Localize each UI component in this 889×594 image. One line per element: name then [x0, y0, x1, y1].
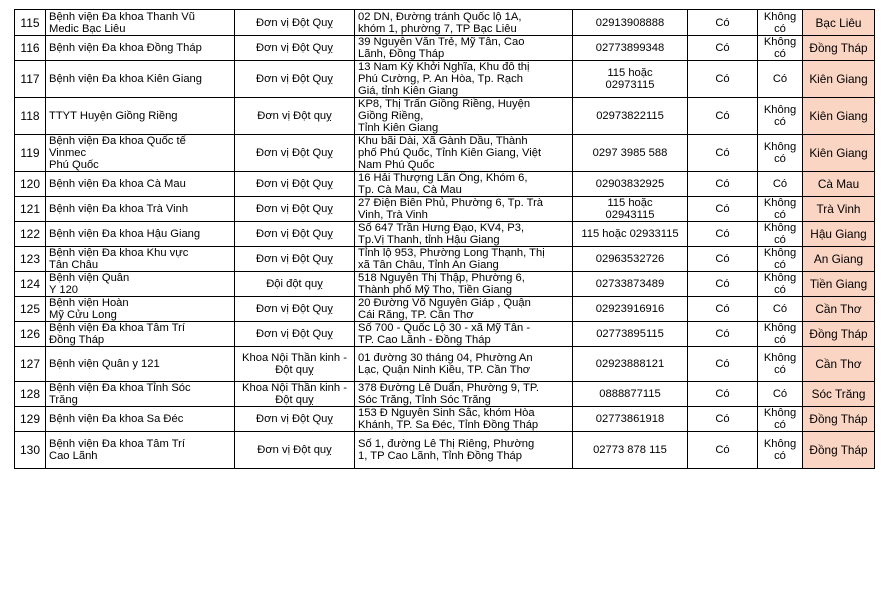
- table-row: [15, 297, 875, 322]
- table-row: [15, 61, 875, 98]
- hospital-address-cell: 518 Nguyễn Thị Thập, Phường 6, Thành phố Mỹ Tho, Tiền Giang: [355, 272, 573, 297]
- province-cell: Đồng Tháp: [803, 432, 875, 469]
- hospital-name-cell: Bệnh viện Đa khoa Tâm Trí Đồng Tháp: [46, 322, 235, 347]
- hospital-name-cell: Bệnh viện Đa khoa Hậu Giang: [46, 222, 235, 247]
- status-col-1-cell: Có: [688, 382, 758, 407]
- province-cell: Cà Mau: [803, 172, 875, 197]
- hotline-cell: 02913908888: [573, 10, 688, 36]
- status-col-1-cell: Có: [688, 222, 758, 247]
- status-col-1-cell: Có: [688, 322, 758, 347]
- hotline-cell: 02773 878 115: [573, 432, 688, 469]
- row-number-cell: 119: [15, 135, 46, 172]
- hotline-cell: 02903832925: [573, 172, 688, 197]
- status-col-2-cell: Có: [758, 382, 803, 407]
- hospital-address-cell: Số 1, đường Lê Thị Riêng, Phường 1, TP Cao Lãnh, Tỉnh Đồng Tháp: [355, 432, 573, 469]
- stroke-unit-cell: Đơn vị Đột Quỵ: [235, 297, 355, 322]
- province-cell: Đồng Tháp: [803, 322, 875, 347]
- status-col-1-cell: Có: [688, 407, 758, 432]
- hotline-cell: 115 hoặc 02973115: [573, 61, 688, 98]
- status-col-1-cell: Có: [688, 98, 758, 135]
- hospital-name-cell: Bệnh viện Đa khoa Sa Đéc: [46, 407, 235, 432]
- hotline-cell: 02923916916: [573, 297, 688, 322]
- hospital-address-cell: 16 Hải Thượng Lãn Ông, Khóm 6, Tp. Cà Mau, Cà Mau: [355, 172, 573, 197]
- stroke-unit-cell: Khoa Nội Thần kinh - Đột quỵ: [235, 382, 355, 407]
- hospital-name-cell: Bệnh viện Đa khoa Thanh Vũ Medic Bạc Liêu: [46, 10, 235, 36]
- stroke-unit-cell: Đơn vị Đột Quỵ: [235, 407, 355, 432]
- row-number-cell: 115: [15, 10, 46, 36]
- stroke-unit-cell: Đơn vị Đột Quỵ: [235, 322, 355, 347]
- row-number-cell: 120: [15, 172, 46, 197]
- hotline-cell: 0888877115: [573, 382, 688, 407]
- status-col-1-cell: Có: [688, 247, 758, 272]
- hospital-name-cell: Bệnh viện Đa khoa Đồng Tháp: [46, 36, 235, 61]
- row-number-cell: 125: [15, 297, 46, 322]
- row-number-cell: 130: [15, 432, 46, 469]
- hotline-cell: 02973822115: [573, 98, 688, 135]
- hospital-address-cell: KP8, Thị Trấn Giồng Riềng, Huyện Giồng Riềng, Tỉnh Kiên Giang: [355, 98, 573, 135]
- hotline-cell: 02773861918: [573, 407, 688, 432]
- hospital-name-cell: Bệnh viện Đa khoa Khu vực Tân Châu: [46, 247, 235, 272]
- province-cell: Sóc Trăng: [803, 382, 875, 407]
- table-row: [15, 135, 875, 172]
- row-number-cell: 121: [15, 197, 46, 222]
- stroke-unit-cell: Đơn vị Đột Quỵ: [235, 222, 355, 247]
- table-row: [15, 347, 875, 382]
- hospital-name-cell: Bệnh viện Đa khoa Quốc tế Vinmec Phú Quốc: [46, 135, 235, 172]
- hospital-address-cell: 02 DN, Đường tránh Quốc lộ 1A, khóm 1, phường 7, TP Bạc Liêu: [355, 10, 573, 36]
- hospital-address-cell: 153 Đ Nguyễn Sinh Sắc, khóm Hòa Khánh, TP. Sa Đéc, Tỉnh Đồng Tháp: [355, 407, 573, 432]
- hospital-address-cell: 39 Nguyễn Văn Trẻ, Mỹ Tân, Cao Lãnh, Đồng Tháp: [355, 36, 573, 61]
- status-col-2-cell: Không có: [758, 98, 803, 135]
- table-row: [15, 407, 875, 432]
- hospital-address-cell: 20 Đường Võ Nguyên Giáp , Quận Cái Răng, TP. Cần Thơ: [355, 297, 573, 322]
- status-col-2-cell: Không có: [758, 407, 803, 432]
- status-col-2-cell: Không có: [758, 347, 803, 382]
- row-number-cell: 129: [15, 407, 46, 432]
- stroke-unit-cell: Đơn vị Đột Quỵ: [235, 197, 355, 222]
- province-cell: Cần Thơ: [803, 297, 875, 322]
- province-cell: Bạc Liêu: [803, 10, 875, 36]
- hospital-table: [14, 9, 875, 469]
- stroke-unit-cell: Đơn vị Đột quỵ: [235, 98, 355, 135]
- status-col-1-cell: Có: [688, 347, 758, 382]
- status-col-2-cell: Không có: [758, 36, 803, 61]
- row-number-cell: 128: [15, 382, 46, 407]
- stroke-unit-cell: Đơn vị Đột Quỵ: [235, 36, 355, 61]
- province-cell: Đồng Tháp: [803, 36, 875, 61]
- row-number-cell: 117: [15, 61, 46, 98]
- row-number-cell: 127: [15, 347, 46, 382]
- status-col-1-cell: Có: [688, 10, 758, 36]
- status-col-1-cell: Có: [688, 135, 758, 172]
- status-col-1-cell: Có: [688, 172, 758, 197]
- province-cell: Trà Vinh: [803, 197, 875, 222]
- status-col-1-cell: Có: [688, 432, 758, 469]
- hospital-address-cell: Khu bãi Dài, Xã Gành Dầu, Thành phố Phú Quốc, Tỉnh Kiên Giang, Việt Nam Phú Quốc: [355, 135, 573, 172]
- table-row: [15, 222, 875, 247]
- hotline-cell: 02773899348: [573, 36, 688, 61]
- row-number-cell: 122: [15, 222, 46, 247]
- status-col-2-cell: Không có: [758, 432, 803, 469]
- hospital-name-cell: TTYT Huyện Giồng Riềng: [46, 98, 235, 135]
- stroke-unit-cell: Đơn vị Đột Quỵ: [235, 172, 355, 197]
- hotline-cell: 115 hoặc 02943115: [573, 197, 688, 222]
- table-row: [15, 272, 875, 297]
- status-col-1-cell: Có: [688, 297, 758, 322]
- table-row: [15, 432, 875, 469]
- table-row: [15, 322, 875, 347]
- stroke-unit-cell: Khoa Nội Thần kinh - Đột quỵ: [235, 347, 355, 382]
- hospital-address-cell: 378 Đường Lê Duẩn, Phường 9, TP. Sóc Trăng, Tỉnh Sóc Trăng: [355, 382, 573, 407]
- hotline-cell: 115 hoặc 02933115: [573, 222, 688, 247]
- stroke-unit-cell: Đơn vị Đột quỵ: [235, 432, 355, 469]
- status-col-2-cell: Có: [758, 61, 803, 98]
- hospital-address-cell: 01 đường 30 tháng 04, Phường An Lạc, Quận Ninh Kiều, TP. Cần Thơ: [355, 347, 573, 382]
- status-col-1-cell: Có: [688, 272, 758, 297]
- hospital-address-cell: Số 647 Trần Hưng Đạo, KV4, P3, Tp.Vị Thanh, tỉnh Hậu Giang: [355, 222, 573, 247]
- row-number-cell: 124: [15, 272, 46, 297]
- hospital-name-cell: Bệnh viện Đa khoa Tâm Trí Cao Lãnh: [46, 432, 235, 469]
- stroke-unit-cell: Đơn vị Đột Quỵ: [235, 135, 355, 172]
- status-col-1-cell: Có: [688, 36, 758, 61]
- status-col-2-cell: Không có: [758, 197, 803, 222]
- status-col-1-cell: Có: [688, 197, 758, 222]
- hospital-name-cell: Bệnh viện Đa khoa Cà Mau: [46, 172, 235, 197]
- hospital-address-cell: 27 Điện Biên Phủ, Phường 6, Tp. Trà Vinh, Trà Vinh: [355, 197, 573, 222]
- hospital-name-cell: Bệnh viện Đa khoa Trà Vinh: [46, 197, 235, 222]
- hospital-table-container: [14, 9, 875, 469]
- hospital-name-cell: Bệnh viện Hoàn Mỹ Cửu Long: [46, 297, 235, 322]
- status-col-2-cell: Không có: [758, 222, 803, 247]
- status-col-2-cell: Không có: [758, 272, 803, 297]
- hospital-address-cell: Số 700 - Quốc Lộ 30 - xã Mỹ Tân - TP. Cao Lãnh - Đồng Tháp: [355, 322, 573, 347]
- stroke-unit-cell: Đơn vị Đột Quỵ: [235, 10, 355, 36]
- stroke-unit-cell: Đơn vị Đột Quỵ: [235, 247, 355, 272]
- status-col-1-cell: Có: [688, 61, 758, 98]
- province-cell: Đồng Tháp: [803, 407, 875, 432]
- hotline-cell: 0297 3985 588: [573, 135, 688, 172]
- table-row: [15, 247, 875, 272]
- hospital-name-cell: Bệnh viện Đa khoa Tỉnh Sóc Trăng: [46, 382, 235, 407]
- province-cell: An Giang: [803, 247, 875, 272]
- province-cell: Tiền Giang: [803, 272, 875, 297]
- province-cell: Hậu Giang: [803, 222, 875, 247]
- status-col-2-cell: Có: [758, 172, 803, 197]
- stroke-unit-cell: Đội đột quỵ: [235, 272, 355, 297]
- province-cell: Cần Thơ: [803, 347, 875, 382]
- stroke-unit-cell: Đơn vị Đột Quỵ: [235, 61, 355, 98]
- province-cell: Kiên Giang: [803, 61, 875, 98]
- province-cell: Kiên Giang: [803, 135, 875, 172]
- row-number-cell: 118: [15, 98, 46, 135]
- hospital-address-cell: 13 Nam Kỳ Khởi Nghĩa, Khu đô thị Phú Cường, P. An Hòa, Tp. Rạch Giá, tỉnh Kiên Giang: [355, 61, 573, 98]
- table-row: [15, 10, 875, 36]
- table-row: [15, 197, 875, 222]
- row-number-cell: 126: [15, 322, 46, 347]
- hotline-cell: 02773895115: [573, 322, 688, 347]
- status-col-2-cell: Có: [758, 297, 803, 322]
- hospital-name-cell: Bệnh viện Quân Y 120: [46, 272, 235, 297]
- hospital-name-cell: Bệnh viện Quân y 121: [46, 347, 235, 382]
- status-col-2-cell: Không có: [758, 135, 803, 172]
- hotline-cell: 02733873489: [573, 272, 688, 297]
- hotline-cell: 02963532726: [573, 247, 688, 272]
- table-row: [15, 98, 875, 135]
- hospital-address-cell: Tỉnh lộ 953, Phường Long Thạnh, Thị xã Tân Châu, Tỉnh An Giang: [355, 247, 573, 272]
- table-body: [15, 10, 875, 469]
- table-row: [15, 172, 875, 197]
- province-cell: Kiên Giang: [803, 98, 875, 135]
- hotline-cell: 02923888121: [573, 347, 688, 382]
- hospital-name-cell: Bệnh viện Đa khoa Kiên Giang: [46, 61, 235, 98]
- table-row: [15, 382, 875, 407]
- table-row: [15, 36, 875, 61]
- status-col-2-cell: Không có: [758, 247, 803, 272]
- status-col-2-cell: Không có: [758, 10, 803, 36]
- status-col-2-cell: Không có: [758, 322, 803, 347]
- row-number-cell: 116: [15, 36, 46, 61]
- row-number-cell: 123: [15, 247, 46, 272]
